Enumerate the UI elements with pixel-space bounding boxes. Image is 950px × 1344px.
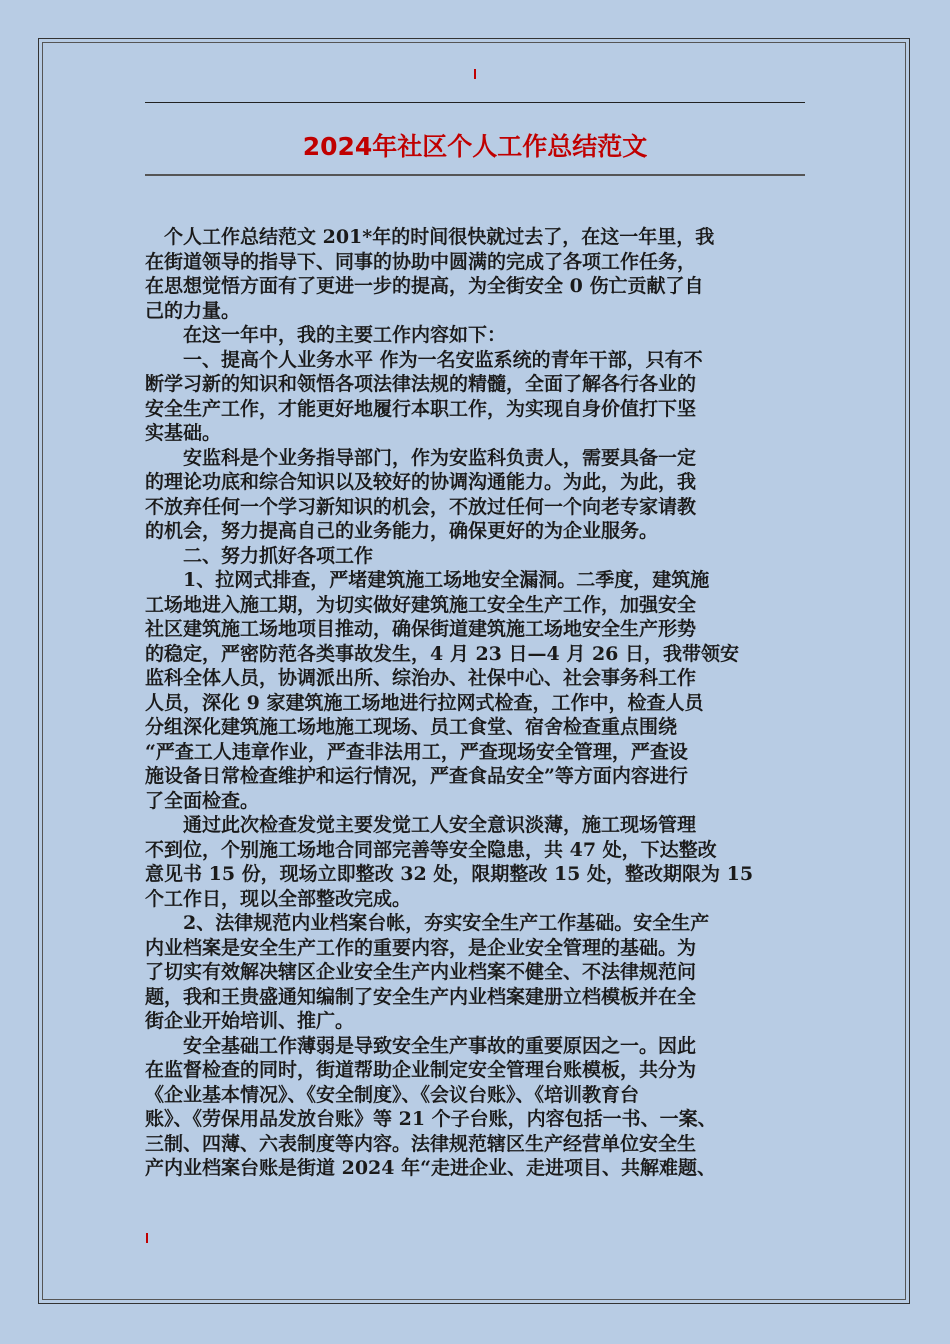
body-line: 的理论功底和综合知识以及较好的协调沟通能力。为此，为此，我 [145, 471, 697, 493]
body-line: 街企业开始培训、推广。 [145, 1010, 355, 1032]
document-title: 2024年社区个人工作总结范文 [302, 132, 648, 161]
body-line: 2、法律规范内业档案台帐，夯实安全生产工作基础。安全生产 [145, 912, 710, 934]
body-line: 账》、《劳保用品发放台账》等 21 个子台账，内容包括一书、一案、 [145, 1108, 717, 1130]
body-line: 在街道领导的指导下、同事的协助中圆满的完成了各项工作任务， [145, 250, 697, 273]
body-line: 题，我和王贵盛通知编制了安全生产内业档案建册立档模板并在全 [145, 985, 697, 1008]
body-line: 在这一年中，我的主要工作内容如下： [145, 324, 507, 346]
body-line: 在监督检查的同时，街道帮助企业制定安全管理台账模板，共分为 [145, 1059, 697, 1081]
body-line: 一、提高个人业务水平 作为一名安监系统的青年干部，只有不 [145, 348, 703, 371]
body-line: 了全面检查。 [145, 789, 260, 812]
header-mark [474, 69, 476, 79]
footer-mark [146, 1233, 148, 1243]
body-line: 不到位，个别施工场地合同部完善等安全隐患，共 47 处，下达整改 [145, 838, 717, 861]
body-line: 个工作日，现以全部整改完成。 [145, 887, 412, 910]
body-line: 监科全体人员，协调派出所、综治办、社保中心、社会事务科工作 [145, 667, 697, 689]
body-line: 个人工作总结范文 201*年的时间很快就过去了，在这一年里，我 [145, 226, 715, 248]
body-line: 《企业基本情况》、《安全制度》、《会议台账》、《培训教育台 [145, 1083, 640, 1106]
body-line: 己的力量。 [145, 299, 241, 322]
body-line: 安全生产工作，才能更好地履行本职工作，为实现自身价值打下坚 [145, 397, 697, 420]
body-line: 了切实有效解决辖区企业安全生产内业档案不健全、不法律规范问 [145, 961, 697, 983]
body-line: 不放弃任何一个学习新知识的机会，不放过任何一个向老专家请教 [145, 495, 697, 518]
body-line: 实基础。 [145, 422, 222, 444]
body-line: 断学习新的知识和领悟各项法律法规的精髓，全面了解各行各业的 [145, 373, 697, 395]
body-line: 产内业档案台账是街道 2024 年“走进企业、走进项目、共解难题、 [145, 1157, 717, 1179]
body-line: 施设备日常检查维护和运行情况，严查食品安全”等方面内容进行 [145, 765, 688, 787]
body-line: 安监科是个业务指导部门，作为安监科负责人，需要具备一定 [145, 446, 697, 469]
body-line: 安全基础工作薄弱是导致安全生产事故的重要原因之一。因此 [145, 1034, 697, 1057]
body-line: 通过此次检查发觉主要发觉工人安全意识淡薄，施工现场管理 [145, 814, 697, 836]
body-line: 1、拉网式排查，严堵建筑施工场地安全漏洞。二季度，建筑施 [145, 569, 710, 591]
title-rule [145, 174, 805, 176]
body-line: 人员，深化 9 家建筑施工场地进行拉网式检查，工作中，检查人员 [145, 691, 704, 714]
body-line: 分组深化建筑施工场地施工现场、员工食堂、宿舍检查重点围绕 [145, 716, 678, 738]
body-line: 在思想觉悟方面有了更进一步的提高，为全街安全 0 伤亡贡献了自 [145, 275, 704, 297]
body-line: 的稳定，严密防范各类事故发生，4 月 23 日—4 月 26 日，我带领安 [145, 642, 740, 665]
body-line: “严查工人违章作业，严查非法用工，严查现场安全管理，严查设 [145, 740, 688, 763]
body-line: 二、努力抓好各项工作 [145, 544, 374, 567]
body-line: 的机会，努力提高自己的业务能力，确保更好的为企业服务。 [145, 520, 659, 542]
header-rule [145, 102, 805, 103]
body-line: 社区建筑施工场地项目推动，确保街道建筑施工场地安全生产形势 [145, 618, 697, 640]
body-line: 三制、四薄、六表制度等内容。法律规范辖区生产经营单位安全生 [145, 1132, 697, 1155]
body-line: 工场地进入施工期，为切实做好建筑施工安全生产工作，加强安全 [145, 593, 697, 616]
body-line: 内业档案是安全生产工作的重要内容，是企业安全管理的基础。为 [145, 936, 697, 959]
body-line: 意见书 15 份，现场立即整改 32 处，限期整改 15 处，整改期限为 15 [145, 863, 754, 885]
document-body [145, 225, 810, 1181]
